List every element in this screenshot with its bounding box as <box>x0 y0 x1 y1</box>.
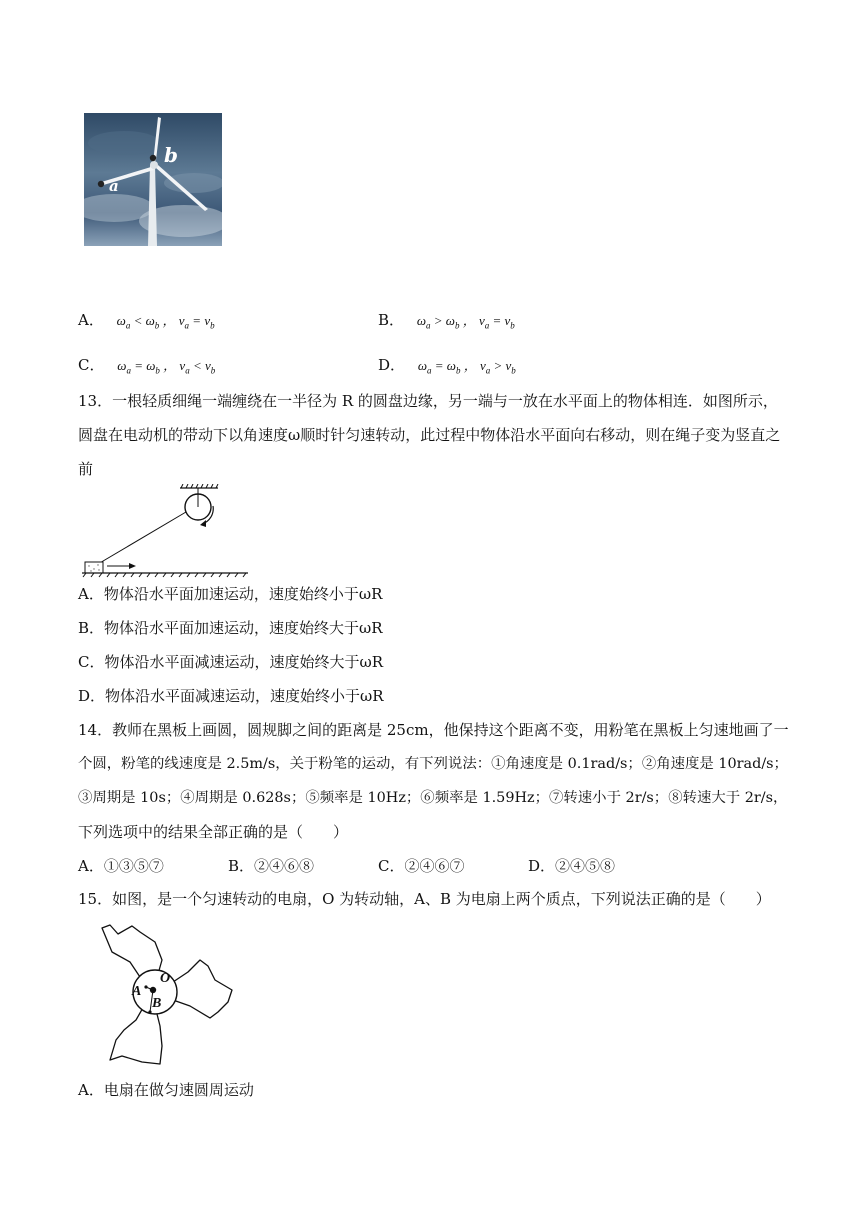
q14-option-d[interactable]: D．②④⑤⑧ <box>528 857 616 875</box>
fan-diagram <box>80 922 240 1068</box>
q12-option-a-formula: $\omega_a < \omega_b$ ， $v_a = v_b$ <box>116 313 215 331</box>
q13-option-c[interactable]: C．物体沿水平面减速运动，速度始终大于ωR <box>78 653 384 671</box>
q12-option-d[interactable]: D． $\omega_a = \omega_b$ ， $v_a > v_b$ <box>378 356 516 376</box>
point-b-label: b <box>164 143 178 167</box>
q14-option-c[interactable]: C．②④⑥⑦ <box>378 857 465 875</box>
q12-option-b[interactable]: B． $\omega_a > \omega_b$ ， $v_a = v_b$ <box>378 311 515 331</box>
q12-option-c[interactable]: C． $\omega_a = \omega_b$ ， $v_a < v_b$ <box>78 356 216 376</box>
q15-stem: 15．如图，是一个匀速转动的电扇，O 为转动轴，A、B 为电扇上两个质点，下列说法正确的是（ ） <box>78 890 771 908</box>
q13-option-a[interactable]: A．物体沿水平面加速运动，速度始终小于ωR <box>78 585 383 603</box>
q13-stem-line2: 圆盘在电动机的带动下以角速度ω顺时针匀速转动，此过程中物体沿水平面向右移动，则在绳子变为竖直之 <box>78 426 781 444</box>
q13-stem-line1: 13．一根轻质细绳一端缠绕在一半径为 R 的圆盘边缘，另一端与一放在水平面上的物体相连．如图所示， <box>78 392 778 410</box>
q14-stem-line4: 下列选项中的结果全部正确的是（ ） <box>78 823 349 841</box>
q14-option-a[interactable]: A．①③⑤⑦ <box>78 857 164 875</box>
pulley-diagram <box>82 484 252 578</box>
q13-stem-line3: 前 <box>78 460 94 478</box>
q14-stem-line2: 个圆，粉笔的线速度是 2.5m/s，关于粉笔的运动，有下列说法：①角速度是 0.1rad/s；②角速度是 10rad/s； <box>78 756 788 772</box>
q12-option-a[interactable]: A． $\omega_a < \omega_b$ ， $v_a = v_b$ <box>78 311 215 331</box>
point-a-label: A <box>132 984 142 999</box>
q12-option-d-formula: $\omega_a = \omega_b$ ， $v_a > v_b$ <box>417 358 516 376</box>
q14-stem-line3: ③周期是 10s；④周期是 0.628s；⑤频率是 10Hz；⑥频率是 1.59Hz；⑦转速小于 2r/s；⑧转速大于 2r/s， <box>78 790 788 806</box>
q14-stem-line1: 14．教师在黑板上画圆，圆规脚之间的距离是 25cm，他保持这个距离不变，用粉笔在黑板上匀速地画了一 <box>78 721 789 739</box>
point-o-label: O <box>160 971 171 986</box>
q15-option-a[interactable]: A．电扇在做匀速圆周运动 <box>78 1081 254 1099</box>
q12-option-c-formula: $\omega_a = \omega_b$ ， $v_a < v_b$ <box>117 358 216 376</box>
point-a-label: a <box>109 177 119 195</box>
q12-option-b-formula: $\omega_a > \omega_b$ ， $v_a = v_b$ <box>416 313 515 331</box>
q13-option-b[interactable]: B．物体沿水平面加速运动，速度始终大于ωR <box>78 619 383 637</box>
q14-option-b[interactable]: B．②④⑥⑧ <box>228 857 315 875</box>
point-b-label: B <box>152 996 162 1011</box>
q13-option-d[interactable]: D．物体沿水平面减速运动，速度始终小于ωR <box>78 687 384 705</box>
wind-turbine-photo <box>84 113 222 246</box>
